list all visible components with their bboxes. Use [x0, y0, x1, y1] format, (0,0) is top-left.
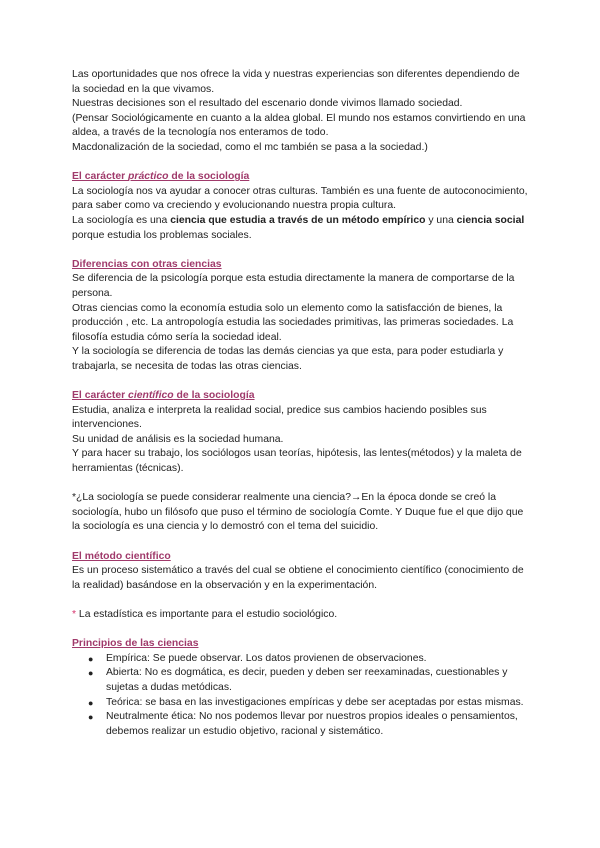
heading-emphasis: práctico [128, 171, 169, 183]
intro-paragraph-1: Las oportunidades que nos ofrece la vida y nuestras experiencias son diferentes dependiendo de la sociedad en la que vivamos. [72, 69, 520, 95]
cientifico-note: *¿La sociología se puede considerar realmente una ciencia?→En la época donde se creó la sociología, hubo un filósofo que puso el término de sociología Comte. Y Duque fue el que dijo que la sociología es una ciencia y lo demostró con el tema del suicidio. [72, 492, 524, 533]
practico-paragraph-2: La sociología es una ciencia que estudia a través de un método empírico y una ciencia social porque estudia los problemas sociales. [72, 214, 525, 241]
section-heading-cientifico: El carácter científico de la sociología [72, 390, 255, 402]
bold-phrase: ciencia que estudia a través de un método empírico [170, 214, 426, 226]
document-page [72, 68, 530, 739]
list-item: ● Neutralmente ética: No nos podemos llevar por nuestros propios ideales o pensamientos, debemos realizar un estudio objetivo, racional y sistemático. [88, 711, 518, 737]
cientifico-paragraph-3: Y para hacer su trabajo, los sociólogos usan teorías, hipótesis, las lentes(métodos) y la maleta de herramientas (técnicas). [72, 448, 522, 475]
diferencias-paragraph-1: Se diferencia de la psicología porque esta estudia directamente la manera de comportarse de la persona. [72, 273, 515, 299]
intro-paragraph-4: Macdonalización de la sociedad, como el mc también se pasa a la sociedad.) [72, 141, 428, 153]
metodo-note: * La estadística es importante para el estudio sociológico. [72, 608, 338, 620]
section-heading-metodo: El método científico [72, 550, 171, 562]
list-item: ● Abierta: No es dogmática, es decir, pueden y deben ser reexaminadas, cuestionables y sujetas a dudas metódicas. [88, 667, 508, 693]
principles-list [72, 652, 530, 740]
bullet-icon: ● [88, 668, 94, 679]
bullet-icon: ● [88, 712, 94, 723]
heading-emphasis: científico [128, 390, 174, 402]
metodo-paragraph-1: Es un proceso sistemático a través del cual se obtiene el conocimiento científico (conocimiento de la realidad) basándose en la observación y en la experimentación. [72, 565, 524, 591]
list-item: ● Teórica: se basa en las investigaciones empíricas y debe ser aceptadas por estas mismas. [106, 696, 530, 711]
asterisk-mark: * [72, 608, 77, 620]
bold-phrase: ciencia social [456, 214, 525, 226]
section-heading-practico: El carácter práctico de la sociología [72, 171, 250, 183]
practico-paragraph-1: La sociología nos va ayudar a conocer otras culturas. También es una fuente de autoconocimiento, para saber como va creciendo y evolucionando nuestra propia cultura. [72, 185, 528, 212]
list-item: ● Empírica: Se puede observar. Los datos provienen de observaciones. [106, 652, 530, 667]
intro-paragraph-2: Nuestras decisiones son el resultado del escenario donde vivimos llamado sociedad. [72, 98, 463, 110]
cientifico-paragraph-1: Estudia, analiza e interpreta la realidad social, predice sus cambios haciendo posibles sus intervenciones. [72, 404, 487, 431]
bullet-icon: ● [88, 653, 94, 664]
intro-paragraph-3: (Pensar Sociológicamente en cuanto a la aldea global. El mundo nos estamos convirtiendo en una aldea, a través de la tecnología nos enteramos de todo. [72, 112, 526, 139]
diferencias-paragraph-3: Y la sociología se diferencia de todas las demás ciencias ya que esta, para poder estudiarla y trabajarla, se necesita de todas las otras ciencias. [72, 346, 504, 372]
cientifico-paragraph-2: Su unidad de análisis es la sociedad humana. [72, 433, 284, 445]
bullet-icon: ● [88, 697, 94, 708]
section-heading-diferencias: Diferencias con otras ciencias [72, 258, 222, 270]
section-heading-principios: Principios de las ciencias [72, 638, 199, 650]
diferencias-paragraph-2: Otras ciencias como la economía estudia solo un elemento como la satisfacción de bienes, la producción , etc. La antropología estudia las sociedades primitivas, las primeras sociedades. La filosofía estudia cómo sería la sociedad ideal. [72, 302, 514, 343]
